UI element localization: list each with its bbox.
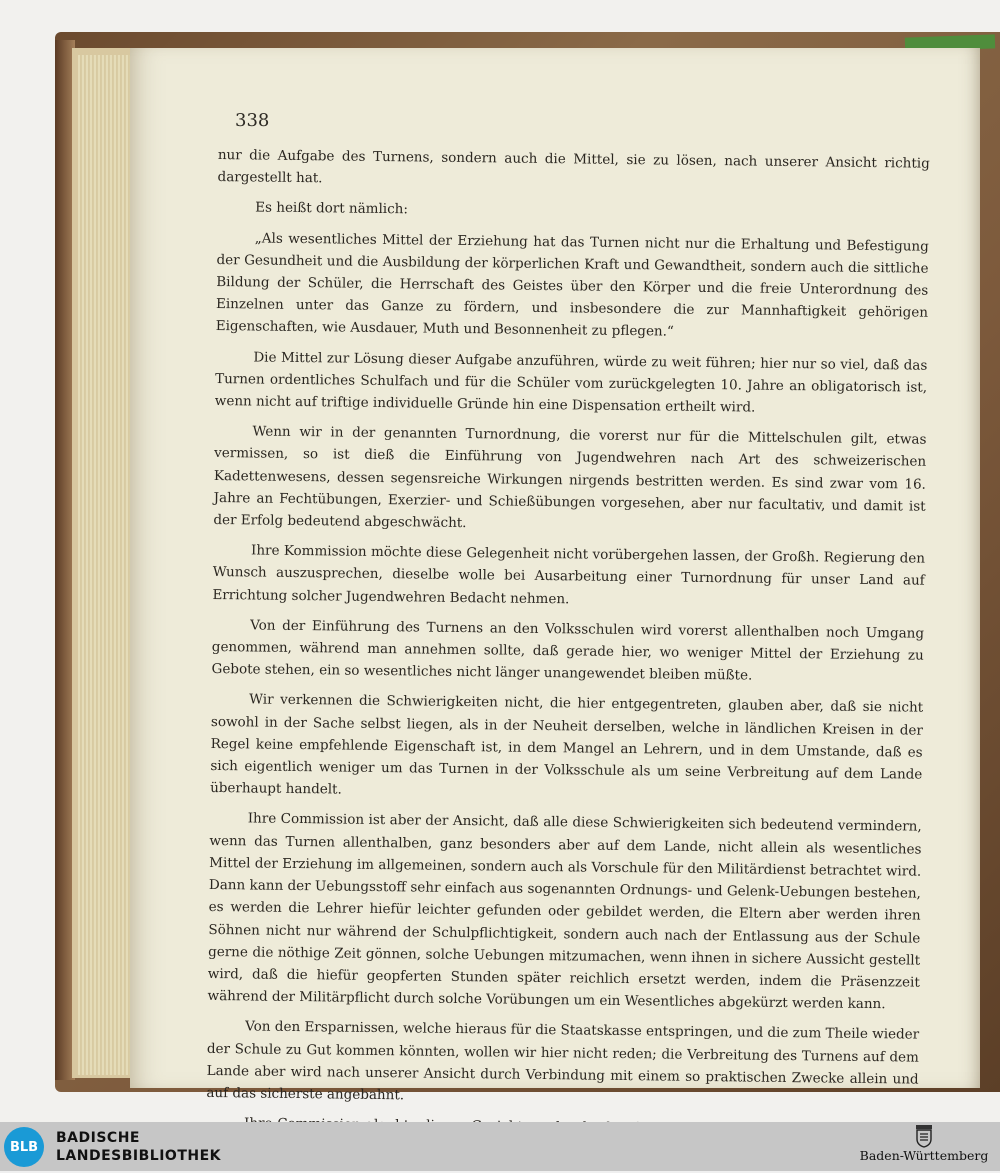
paragraph: Die Mittel zur Lösung dieser Aufgabe anzuführen, würde zu weit führen; hier nur so viel, daß das Turnen ordentliches Schulfach und für die Schüler vom zurückgelegten 10. Jahre an obligatorisch ist, wenn nicht auf triftige individuelle Gründe hin eine Dispensation ertheilt wird.	[214, 349, 928, 416]
paragraph: Wir verkennen die Schwierigkeiten nicht, die hier entgegentreten, glauben aber, daß sie nicht sowohl in der Sache selbst liegen, als in der Neuheit derselben, welche in ländlichen Kreisen in der Regel keine empfehlende Eigenschaft ist, in dem Mangel an Lehrern, und in dem Umstande, daß es sich eigentlich weniger um das Turnen in der Volksschule als um seine Verbreitung auf dem Lande überhaupt handelt.	[210, 691, 924, 798]
state-label: Baden-Württemberg	[859, 1148, 989, 1163]
paragraph: Von der Einführung des Turnens an den Volksschulen wird vorerst allenthalben noch Umgang genommen, während man annehmen sollte, daß gerade hier, wo weniger Mittel der Erziehung zu Gebote stehen, ein so wesentliches nicht länger unangewendet bleiben müßte.	[211, 617, 925, 684]
quote-paragraph: „Als wesentliches Mittel der Erziehung hat das Turnen nicht nur die Erhaltung und Befestigung der Gesundheit und die Ausbildung der körperlichen Kraft und Gewandtheit, sondern auch die sittliche Bildung der Schüler, die Herrschaft des Geistes über den Körper und die freie Unterordnung des Einzelnen unter das Ganze zu fördern, und insbesondere die zur Mannhaftigkeit gehörigen Eigenschaften, wie Ausdauer, Muth und Besonnenheit zu pflegen.“	[215, 230, 929, 341]
library-name-line2: LANDESBIBLIOTHEK	[56, 1148, 222, 1164]
blb-logo[interactable]: BLB	[4, 1127, 44, 1167]
paragraph: Wenn wir in der genannten Turnordnung, die vorerst nur für die Mittelschulen gilt, etwas vermissen, so ist dieß die Einführung von Jugendwehren nach Art des schweizerischen Kadettenwesens, dessen segensreiche Wirkungen nirgends bestritten werden. Es sind zwar vom 16. Jahre an Fechtübungen, Exerzier- und Schießübungen vorgesehen, aber nur facultativ, und damit ist der Erfolg bedeutend abgeschwächt.	[213, 423, 927, 532]
footer-bar	[0, 1122, 1000, 1171]
page-text	[206, 144, 930, 1173]
paragraph: nur die Aufgabe des Turnens, sondern auch die Mittel, sie zu lösen, nach unserer Ansicht richtig dargestellt hat.	[217, 146, 930, 187]
paragraph: Es heißt dort nämlich:	[255, 199, 409, 218]
coat-of-arms-icon	[915, 1124, 933, 1148]
paragraph: Ihre Kommission möchte diese Gelegenheit nicht vorübergehen lassen, der Großh. Regierung den Wunsch auszusprechen, dieselbe wolle bei Ausarbeitung einer Turnordnung für unser Land auf Errichtung solcher Jugendwehren Bedacht nehmen.	[212, 542, 926, 607]
page-number: 338	[235, 110, 270, 131]
paragraph: Ihre Commission ist aber der Ansicht, daß alle diese Schwierigkeiten sich bedeutend vermindern, wenn das Turnen allenthalben, ganz besonders aber auf dem Lande, nicht allein als wesentliches Mittel der Erziehung im allgemeinen, sondern auch als Vorschule für den Militärdienst betrachtet wird. Dann kann der Uebungsstoff sehr einfach aus sogenannten Ordnungs- und Gelenk-Uebungen bestehen, es werden die Lehrer hiefür leichter gefunden oder gebildet werden, die Eltern aber werden ihren Söhnen nicht nur während der Schulpflichtigkeit, sondern auch nach der Entlassung aus der Schule gerne die nöthige Zeit gönnen, solche Uebungen mitzumachen, wenn ihnen in sichere Aussicht gestellt wird, daß die hiefür geopferten Stunden später reichlich ersetzt werden, indem die Präsenzzeit während der Militärpflicht durch solche Vorübungen um ein Wesentliches abgekürzt werden kann.	[207, 810, 922, 1013]
library-name-line1: BADISCHE	[56, 1130, 140, 1146]
baden-wuerttemberg-logo[interactable]	[854, 1124, 994, 1170]
library-name[interactable]	[56, 1129, 221, 1165]
paragraph: Von den Ersparnissen, welche hieraus für die Staatskasse entspringen, und die zum Theile wieder der Schule zu Gut kommen könnten, wollen wir hier nicht reden; die Verbreitung des Turnens auf dem Lande aber wird nach unserer Ansicht durch Verbindung mit einem so praktischen Zwecke allein und auf das sicherste angebahnt.	[206, 1018, 920, 1104]
page-edges	[78, 55, 138, 1075]
